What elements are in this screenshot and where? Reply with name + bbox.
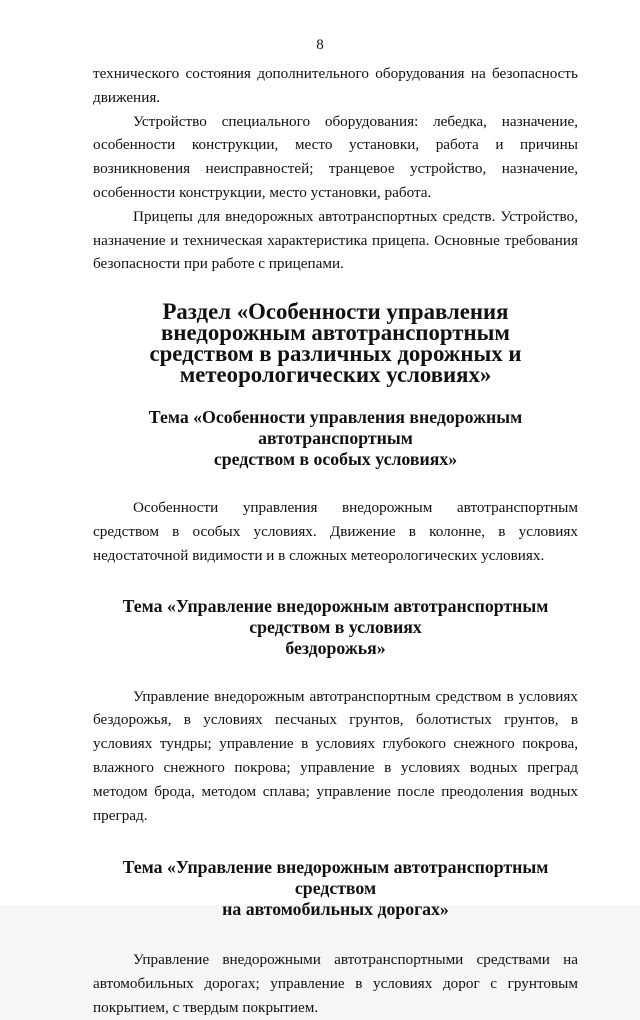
paragraph-special-equipment: Устройство специального оборудования: лебедка, назначение, особенности конструкции, место установки, работа и причины возникновения неисправностей; транцевое устройство, назначение, особенности конструкции, место установки, работа. (93, 112, 578, 201)
topic-body-highways: Управление внедорожными автотранспортными средствами на автомобильных дорогах; управление в условиях дорог с грунтовым покрытием, с твердым покрытием. (93, 951, 578, 1016)
topic-heading-line-1: Тема «Управление внедорожным автотранспортным средством (122, 857, 549, 899)
topic-heading-line-1: Тема «Особенности управления внедорожным автотранспортным (148, 407, 523, 449)
topic-body-off-road: Управление внедорожным автотранспортным средством в условиях бездорожья, в условиях песчаных грунтов, болотистых грунтов, в условиях тундры; управление в условиях глубокого снежного покрова, влажного снежного покрова; управление в условиях водных преград методом брода, методом сплава; управление после преодоления водных преград. (93, 687, 578, 824)
topic-heading-line-1: Тема «Управление внедорожным автотранспортным средством в условиях (122, 595, 549, 637)
paragraph-trailers: Прицепы для внедорожных автотранспортных средств. Устройство, назначение и техническая характеристика прицепа. Основные требования безопасности при работе с прицепами. (93, 207, 578, 273)
paragraph-continuation: технического состояния дополнительного оборудования на безопасность движения. (93, 65, 578, 106)
topic-body-special-conditions: Особенности управления внедорожным автотранспортным средством в особых условиях. Движение в колонне, в условиях недостаточной видимости и в сложных метеорологических условиях. (93, 499, 578, 564)
topic-heading-highways (93, 857, 578, 920)
topic-heading-off-road (93, 596, 578, 659)
page-number: 8 (316, 37, 324, 53)
topic-heading-line-2: на автомобильных дорогах» (222, 899, 449, 920)
section-heading (93, 299, 578, 388)
topic-heading-line-2: средством в особых условиях» (213, 449, 458, 470)
section-heading-line-2: средством в различных дорожных и метеорологических условиях» (149, 341, 522, 388)
section-heading-line-1: Раздел «Особенности управления внедорожным автотранспортным (161, 299, 510, 346)
topic-heading-special-conditions (93, 407, 578, 470)
topic-heading-line-2: бездорожья» (285, 637, 386, 658)
document-body (93, 62, 578, 1020)
